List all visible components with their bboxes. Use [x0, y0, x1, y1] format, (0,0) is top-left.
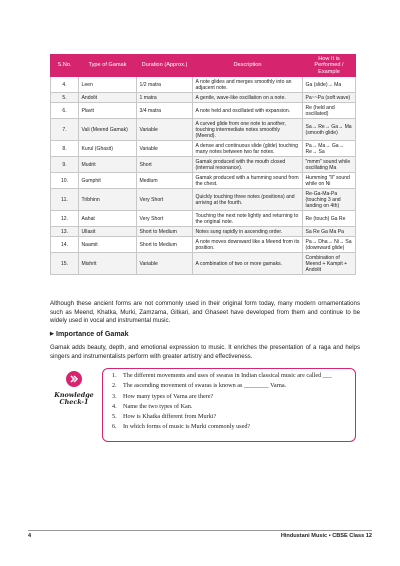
cell-duration: 1/2 matra — [137, 77, 193, 93]
cell-duration: Short — [137, 157, 193, 173]
cell-type: Naamit — [79, 237, 137, 253]
cell-example: "mmm" sound while oscillating Ma — [303, 157, 356, 173]
cell-duration: Variable — [137, 253, 193, 275]
cell-description: A combination of two or more gamaks. — [193, 253, 303, 275]
cell-type: Gumphit — [79, 173, 137, 189]
cell-sno: 11. — [51, 189, 79, 211]
list-item: 4. Name the two types of Kan. — [112, 402, 193, 410]
cell-sno: 14. — [51, 237, 79, 253]
table-header-row — [51, 55, 356, 77]
cell-duration: Very Short — [137, 189, 193, 211]
cell-type: Kurul (Ghasit) — [79, 141, 137, 157]
cell-example: Humming "ll" sound while on Ni — [303, 173, 356, 189]
cell-sno: 4. — [51, 77, 79, 93]
cell-example: Pa→ Ma→ Ga→ Re→ Sa — [303, 141, 356, 157]
cell-sno: 7. — [51, 119, 79, 141]
cell-type: Mishrit — [79, 253, 137, 275]
cell-sno: 10. — [51, 173, 79, 189]
knowledge-check-title-line2: Check-1 — [59, 398, 89, 407]
table-row — [51, 119, 356, 141]
cell-duration: Variable — [137, 141, 193, 157]
cell-type: Ullasit — [79, 227, 137, 237]
cell-example: Sa Re Ga Ma Pa — [303, 227, 356, 237]
cell-duration: Short to Medium — [137, 227, 193, 237]
cell-sno: 6. — [51, 103, 79, 119]
section-heading-text: Importance of Gamak — [56, 330, 129, 338]
table-row — [51, 93, 356, 103]
cell-type: Leen — [79, 77, 137, 93]
cell-sno: 9. — [51, 157, 79, 173]
table-row — [51, 173, 356, 189]
cell-example: Ga (slide)→ Ma — [303, 77, 356, 93]
triangle-bullet-icon: ▶ — [50, 331, 54, 337]
cell-description: Touching the next note lightly and returning to the original note. — [193, 211, 303, 227]
table-row — [51, 141, 356, 157]
table-row — [51, 227, 356, 237]
cell-duration: Short to Medium — [137, 237, 193, 253]
list-item: 1. The different movements and uses of swaras in Indian classical music are called ___ — [112, 372, 332, 379]
chevron-double-right-icon — [66, 371, 82, 387]
table-row — [51, 77, 356, 93]
knowledge-check-title-line1: Knowledge — [54, 391, 94, 399]
cell-sno: 13. — [51, 227, 79, 237]
table-row — [51, 211, 356, 227]
table-row — [51, 189, 356, 211]
header-duration: Duration (Approx.) — [137, 55, 193, 77]
cell-type: Andolit — [79, 93, 137, 103]
cell-duration: 3/4 matra — [137, 103, 193, 119]
footer-divider — [28, 530, 372, 531]
body-paragraph: Although these ancient forms are not commonly used in their original form today, many modern ornamentations such as Meend, Khatka, Murki, Zamzama, Gitkari, and Ghaseet have developed from them and continue to be widely used in vocal and instrumental music. — [50, 300, 360, 325]
cell-duration: 1 matra — [137, 93, 193, 103]
list-item: 3. How many types of Varna are there? — [112, 392, 214, 400]
cell-description: A dense and continuous slide (glide) touching many notes between two far notes. — [193, 141, 303, 157]
header-description: Description — [193, 55, 303, 77]
header-example: How It is Performed / Example — [303, 55, 356, 77]
cell-description: A note glides and merges smoothly into an adjacent note. — [193, 77, 303, 93]
table-row — [51, 253, 356, 275]
cell-type: Aahat — [79, 211, 137, 227]
cell-duration: Very Short — [137, 211, 193, 227]
footer-book-title: Hindustani Music • CBSE Class 12 — [280, 533, 372, 539]
list-item: 2. The ascending movement of swaras is known as ________ Varna. — [112, 382, 287, 390]
cell-example: Pa→ Dha→ Ni→ Sa (downward glide) — [303, 237, 356, 253]
cell-description: A note held and oscillated with expansion. — [193, 103, 303, 119]
table-row — [51, 157, 356, 173]
list-item: 6. In which forms of music is Murki commonly used? — [112, 423, 251, 431]
table-row — [51, 103, 356, 119]
cell-sno: 5. — [51, 93, 79, 103]
gamak-table — [50, 54, 356, 275]
cell-description: A gentle, wave-like oscillation on a note. — [193, 93, 303, 103]
cell-example: Re (held and oscillated) — [303, 103, 356, 119]
cell-example: Re-Ga-Ma-Pa (touching 3 and landing on 4th) — [303, 189, 356, 211]
list-item: 5. How is Khatka different from Murki? — [112, 413, 217, 421]
cell-description: Gamak produced with the mouth closed (internal resonance). — [193, 157, 303, 173]
table-row — [51, 237, 356, 253]
cell-description: A note moves downward like a Meend from its position. — [193, 237, 303, 253]
cell-sno: 8. — [51, 141, 79, 157]
cell-description: Notes sung rapidly in ascending order. — [193, 227, 303, 237]
knowledge-check-questions — [112, 371, 332, 433]
section-heading — [50, 330, 129, 338]
cell-example: Re (touch) Ga Re — [303, 211, 356, 227]
cell-sno: 12. — [51, 211, 79, 227]
cell-type: Tribhinn — [79, 189, 137, 211]
cell-description: Quickly touching three notes (positions) and arriving at the fourth. — [193, 189, 303, 211]
cell-type: Plavit — [79, 103, 137, 119]
knowledge-check-title — [50, 392, 98, 407]
header-sno: S.No. — [51, 55, 79, 77]
cell-description: A curved glide from one note to another, touching intermediate notes smoothly (Meend). — [193, 119, 303, 141]
cell-example: Combination of Meend + Kampit + Andolit — [303, 253, 356, 275]
cell-sno: 15. — [51, 253, 79, 275]
cell-type: Vali (Meend Gamak) — [79, 119, 137, 141]
cell-duration: Medium — [137, 173, 193, 189]
header-type: Type of Gamak — [79, 55, 137, 77]
cell-type: Mudrit — [79, 157, 137, 173]
section-body: Gamak adds beauty, depth, and emotional expression to music. It enriches the presentation of a raga and helps singers and instrumentalists perform with greater artistry and effectiveness. — [50, 344, 360, 360]
page-number: 4 — [28, 533, 32, 539]
cell-example: Sa→ Re→ Ga→ Ma (smooth glide) — [303, 119, 356, 141]
cell-description: Gamak produced with a humming sound from the chest. — [193, 173, 303, 189]
cell-duration: Variable — [137, 119, 193, 141]
cell-example: Pa~~Pa (soft wave) — [303, 93, 356, 103]
